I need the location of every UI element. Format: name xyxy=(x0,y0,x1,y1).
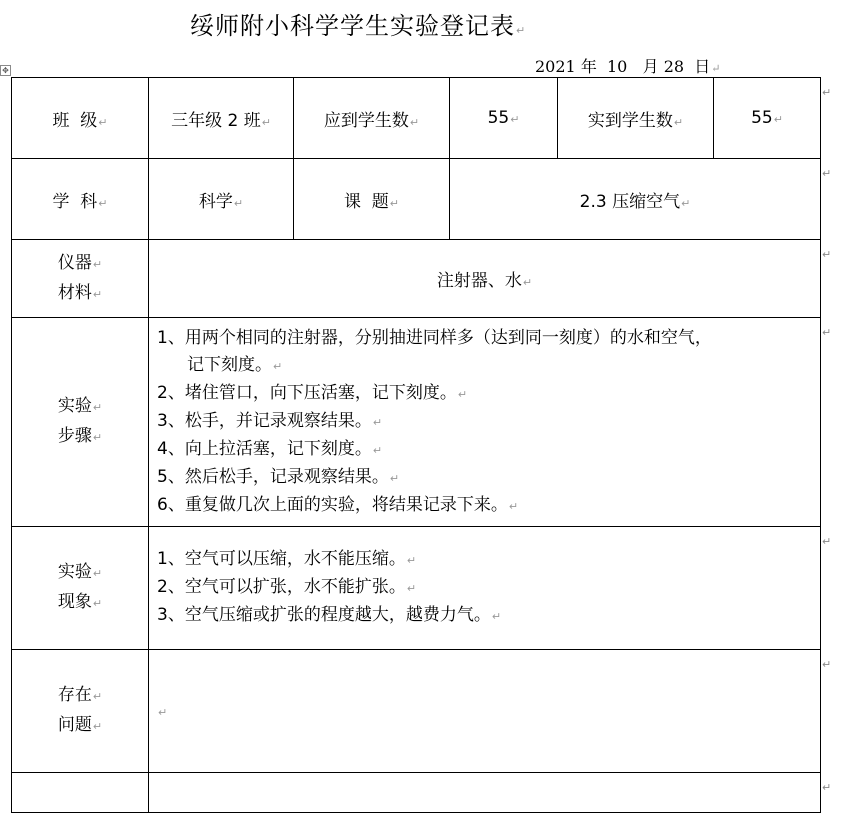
date-month: 10 xyxy=(607,57,628,76)
date-year-label: 年 xyxy=(580,57,597,76)
table-row xyxy=(12,650,821,773)
date-year: 2021 xyxy=(535,57,576,76)
row-end-mark: ↵ xyxy=(822,781,832,794)
phenomena-label: 实验↵ 现象↵ xyxy=(12,527,149,650)
issues-value[interactable]: ↵ xyxy=(149,650,821,773)
list-item: 3、松手，并记录观察结果。↵ xyxy=(157,410,383,431)
materials-label: 仪器↵ 材料↵ xyxy=(12,240,149,318)
row-end-mark: ↵ xyxy=(822,326,832,339)
table-row xyxy=(12,78,821,159)
list-item: 5、然后松手，记录观察结果。↵ xyxy=(157,466,400,487)
topic-value[interactable]: 2.3 压缩空气↵ xyxy=(450,159,821,240)
table-row xyxy=(12,159,821,240)
date-line: 2021 年 10 月 28 日↵ xyxy=(535,57,721,76)
row-end-mark: ↵ xyxy=(822,248,832,261)
procedure-steps[interactable] xyxy=(149,318,821,527)
table-row xyxy=(12,318,821,527)
class-label: 班 级↵ xyxy=(12,78,149,159)
list-item: 6、重复做几次上面的实验，将结果记录下来。↵ xyxy=(157,494,519,515)
issues-label: 存在↵ 问题↵ xyxy=(12,650,149,773)
table-move-handle-icon[interactable]: ✥ xyxy=(0,65,11,76)
expected-students-label: 应到学生数↵ xyxy=(294,78,450,159)
procedure-label: 实验↵ 步骤↵ xyxy=(12,318,149,527)
list-item: 4、向上拉活塞，记下刻度。↵ xyxy=(157,438,383,459)
subject-value[interactable]: 科学↵ xyxy=(149,159,294,240)
materials-value[interactable]: 注射器、水↵ xyxy=(149,240,821,318)
row-end-mark: ↵ xyxy=(822,535,832,548)
list-item: 1、空气可以压缩，水不能压缩。↵ xyxy=(157,549,417,569)
list-item: 记下刻度。↵ xyxy=(187,354,283,375)
date-month-label: 月 xyxy=(642,57,659,76)
table-row xyxy=(12,527,821,650)
experiment-register-table xyxy=(11,77,821,813)
expected-students-value[interactable]: 55↵ xyxy=(450,78,558,159)
page-title: 绥师附小科学学生实验登记表↵ xyxy=(190,12,527,40)
list-item: 3、空气压缩或扩张的程度越大，越费力气。↵ xyxy=(157,605,502,625)
row-end-mark: ↵ xyxy=(822,658,832,671)
actual-students-label: 实到学生数↵ xyxy=(558,78,714,159)
date-day-label: 日 xyxy=(694,57,711,76)
phenomena-list[interactable] xyxy=(149,527,821,650)
table-row xyxy=(12,240,821,318)
row-end-mark: ↵ xyxy=(822,167,832,180)
actual-students-value[interactable]: 55↵ xyxy=(714,78,821,159)
class-value[interactable]: 三年级 2 班↵ xyxy=(149,78,294,159)
row-end-mark: ↵ xyxy=(822,86,832,99)
list-item: 2、空气可以扩张，水不能扩张。↵ xyxy=(157,577,417,597)
list-item: 1、用两个相同的注射器，分别抽进同样多（达到同一刻度）的水和空气， xyxy=(157,327,712,348)
date-day: 28 xyxy=(663,57,685,76)
list-item: 2、堵住管口，向下压活塞，记下刻度。↵ xyxy=(157,382,468,403)
subject-label: 学 科↵ xyxy=(12,159,149,240)
topic-label: 课 题↵ xyxy=(294,159,450,240)
